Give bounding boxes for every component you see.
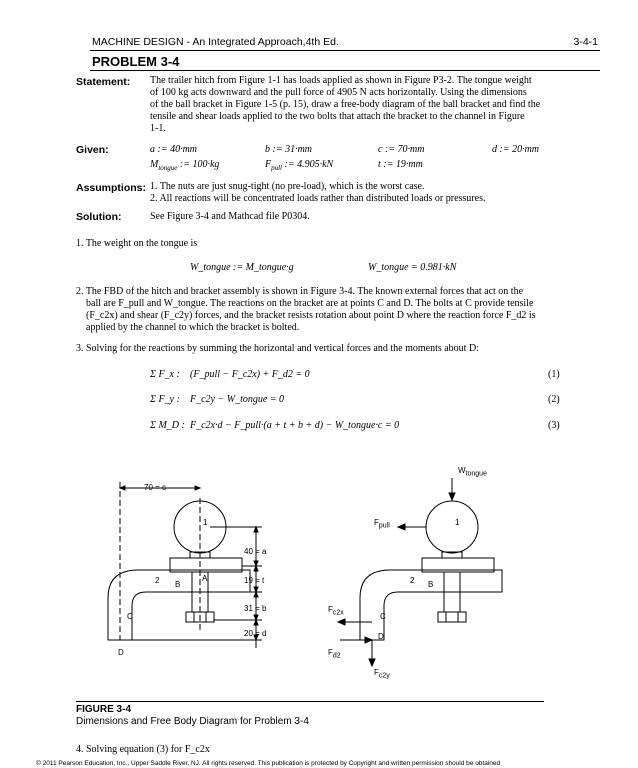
eq1-expr: (F_pull − F_c2x) + F_d2 = 0 [190, 369, 310, 380]
label-B: B [175, 580, 181, 589]
statement-line: The trailer hitch from Figure 1-1 has loads applied as shown in Figure P3-2. The tongue weight [150, 75, 532, 86]
eq3-sum: Σ M_D : [150, 420, 185, 431]
step2-line: ball are F_pull and W_tongue. The reactions on the bracket are at points C and D. The bolts at C provide tensile [86, 298, 534, 309]
eq3-number: (3) [548, 420, 560, 431]
label-w-tongue: $W_{tongue}$ [458, 466, 487, 478]
book-title: MACHINE DESIGN - An Integrated Approach,4th Ed. [92, 36, 339, 48]
fbd-label-C: C [380, 612, 386, 621]
eq1-sum: Σ F_x : [150, 369, 180, 380]
assumption-line: 1. The nuts are just snug-tight (no pre-load), which is the worst case. [150, 181, 425, 192]
statement-line: of the ball bracket in Figure 1-5 (p. 15), draw a free-body diagram of the ball bracket and find the [150, 99, 541, 110]
statement-line: tensile and shear loads applied to the two bolts that attach the bracket to the channel in Figure [150, 111, 525, 122]
step1-eq-right: W_tongue = 0.981·kN [368, 262, 457, 273]
step4-text: 4. Solving equation (3) for F_c2x [76, 744, 210, 755]
label-f-c2y: $F_{c2y}$ [374, 668, 390, 680]
title-rule [90, 70, 600, 71]
dimension-drawing [108, 482, 265, 648]
step2-line: (F_c2x) and shear (F_c2y) forces, and the bracket resists rotation about point D where the reaction force F_d2 is [86, 310, 536, 321]
caption-rule [76, 701, 544, 702]
problem-title: PROBLEM 3-4 [92, 54, 180, 69]
given-label: Given: [76, 144, 109, 156]
solution-text: See Figure 3-4 and Mathcad file P0304. [150, 211, 310, 222]
given-d: d := 20·mm [492, 144, 540, 155]
eq2-number: (2) [548, 394, 560, 405]
given-a: a := 40·mm [150, 144, 198, 155]
assumptions-label: Assumptions: [76, 182, 147, 194]
eq2-expr: F_c2y − W_tongue = 0 [190, 394, 285, 405]
solution-label: Solution: [76, 211, 122, 223]
page-number: 3-4-1 [573, 36, 598, 48]
fbd-label-D: D [378, 632, 384, 641]
label-1: 1 [203, 518, 208, 527]
given-f-pull: $F_{pull}$ := 4.905·kN [265, 159, 334, 172]
fbd-label-B: B [428, 580, 434, 589]
assumption-line: 2. All reactions will be concentrated loads rather than distributed loads or pressures. [150, 193, 486, 204]
fbd-label-2: 2 [410, 576, 415, 585]
given-t: t := 19·mm [378, 159, 423, 170]
label-d: 20 = d [244, 629, 267, 638]
label-C: C [127, 612, 133, 621]
label-D: D [118, 648, 124, 657]
free-body-diagram [338, 478, 502, 666]
eq2-sum: Σ F_y : [150, 394, 180, 405]
statement-text [150, 75, 600, 135]
figure-caption-text: Dimensions and Free Body Diagram for Problem 3-4 [76, 716, 309, 727]
given-m-tongue: $M_{tongue}$ := 100·kg [150, 159, 220, 172]
eq3-expr: F_c2x·d − F_pull·(a + t + b + d) − W_tongue·c = 0 [190, 420, 400, 431]
header-rule [90, 50, 600, 51]
given-c: c := 70·mm [378, 144, 425, 155]
copyright-footer: © 2011 Pearson Education, Inc., Upper Saddle River, NJ. All rights reserved. This publication is protected by Copyright and written permission should be obtained [36, 760, 501, 767]
label-f-d2: $F_{d2}$ [328, 648, 341, 660]
statement-line: of 100 kg acts downward and the pull force of 4905 N acts horizontally. Using the dimensions [150, 87, 527, 98]
label-f-pull: $F_{pull}$ [374, 518, 390, 530]
label-a: 40 = a [244, 547, 267, 556]
label-A: A [202, 574, 208, 583]
step2-line: 2. The FBD of the hitch and bracket assembly is shown in Figure 3-4. The known external forces that act on the [76, 286, 524, 297]
label-c: 70 = c [144, 483, 167, 492]
given-b: b := 31·mm [265, 144, 313, 155]
step1-text: 1. The weight on the tongue is [76, 238, 198, 249]
figure-caption-title: FIGURE 3-4 [76, 704, 132, 715]
step2-line: applied by the channel to which the bracket is bolted. [86, 322, 300, 333]
label-f-c2x: $F_{c2x}$ [328, 605, 344, 617]
label-t: 19 = t [244, 576, 265, 585]
step2-text [76, 286, 616, 334]
assumptions-text [150, 181, 600, 205]
step3-text: 3. Solving for the reactions by summing the horizontal and vertical forces and the moments about D: [76, 343, 479, 354]
step1-eq-left: W_tongue := M_tongue·g [190, 262, 294, 273]
fbd-ball [426, 501, 478, 553]
eq1-number: (1) [548, 369, 560, 380]
statement-line: 1-1. [150, 123, 166, 134]
label-2: 2 [155, 576, 160, 585]
figure-3-4 [0, 450, 638, 700]
statement-label: Statement: [76, 76, 131, 88]
label-b: 31 = b [244, 604, 267, 613]
fbd-label-1: 1 [455, 518, 460, 527]
